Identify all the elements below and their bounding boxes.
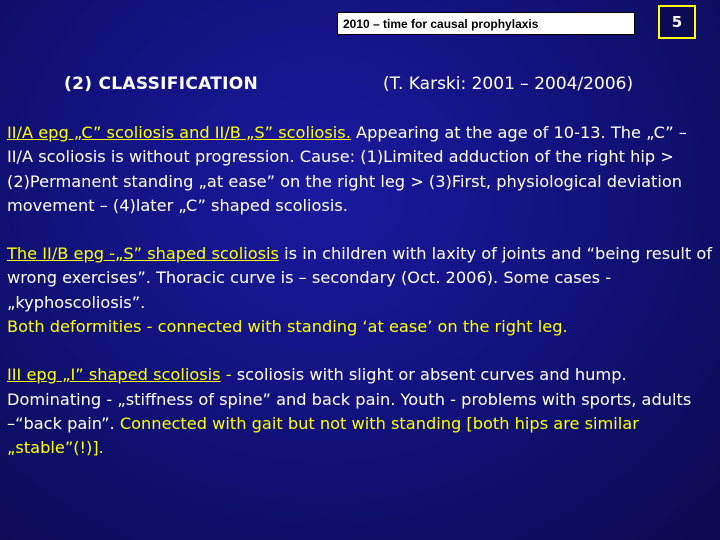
paragraph-text: is in children with laxity of joints and “being result of wrong exercises”. Thoracic curve is – secondary (Oct. 2006). Some cases - „kyphoscoliosis”. [7,244,713,312]
paragraph-dash: - [220,365,237,385]
slide-citation: (T. Karski: 2001 – 2004/2006) [383,74,634,94]
paragraph-spacer [7,218,717,242]
slide-heading: (2) CLASSIFICATION [64,74,259,94]
paragraph-label: III epg „I” shaped scoliosis [7,365,221,385]
paragraph-s-scoliosis [7,242,717,339]
paragraph-i-scoliosis [7,363,717,460]
slide-body [7,121,717,461]
slide-number: 5 [658,5,696,39]
paragraph-spacer [7,339,717,363]
paragraph-text: scoliosis with slight or absent curves and hump. Dominating - „stiffness of spine” and back pain. Youth - problems with sports, adults –“back pain”. [7,365,692,433]
paragraph-label: II/A epg „C” scoliosis and II/B „S” scoliosis. [7,123,351,142]
paragraph-c-s-scoliosis [7,121,717,218]
paragraph-text: Appearing at the age of 10-13. The „C” – II/A scoliosis is without progression. Cause: (1)Limited adduction of the right hip > (2)Permanent standing „at ease” on the right leg > (3)First, physiological deviation movement – (4)later „C” shaped scoliosis. [7,123,687,215]
paragraph-note: Connected with gait but not with standing [both hips are similar „stable”(!)]. [7,413,639,458]
topic-banner: 2010 – time for causal prophylaxis [337,12,635,35]
paragraph-note: Both deformities - connected with standing ‘at ease’ on the right leg. [7,317,568,337]
paragraph-label: The II/B epg -„S” shaped scoliosis [7,244,279,264]
